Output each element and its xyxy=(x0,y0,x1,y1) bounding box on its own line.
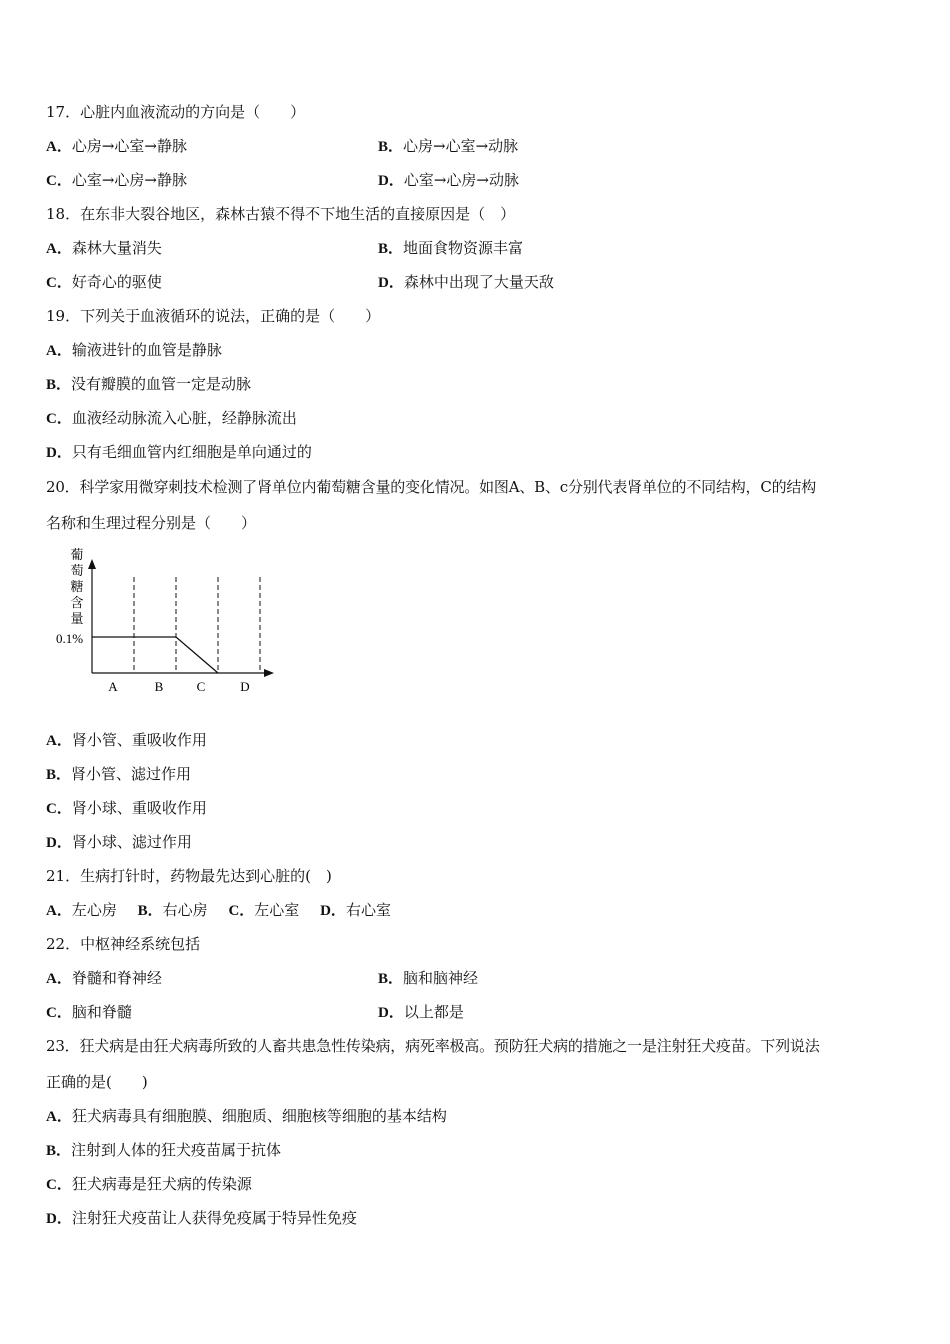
option-letter: A． xyxy=(46,903,72,919)
option-letter: D． xyxy=(378,173,404,189)
q17-option-c xyxy=(46,170,187,191)
option-text: 左心房 xyxy=(71,901,117,919)
option-letter: D． xyxy=(320,903,346,919)
option-letter: C． xyxy=(46,275,72,291)
option-text: 注射狂犬疫苗让人获得免疫属于特异性免疫 xyxy=(71,1209,357,1227)
glucose-series-line xyxy=(92,637,218,673)
option-letter: A． xyxy=(46,343,72,359)
option-text: 注射到人体的狂犬疫苗属于抗体 xyxy=(71,1141,282,1159)
question-23-stem-line1: 23．狂犬病是由狂犬病毒所致的人畜共患急性传染病，病死率极高。预防狂犬病的措施之一是注射狂犬疫苗。下列说法 xyxy=(46,1037,820,1055)
option-letter: C． xyxy=(46,411,72,427)
option-text: 脑和脑神经 xyxy=(403,969,479,987)
option-text: 肾小管、滤过作用 xyxy=(71,765,192,783)
glucose-chart xyxy=(46,545,286,695)
option-text: 心房→心室→动脉 xyxy=(403,137,519,155)
q20-option-d xyxy=(46,832,192,853)
option-text: 左心室 xyxy=(254,901,300,919)
option-letter: C． xyxy=(46,1005,72,1021)
q21-option-a xyxy=(46,901,117,919)
option-letter: A． xyxy=(46,139,72,155)
y-tick-label: 0.1% xyxy=(56,631,84,646)
option-text: 好奇心的驱使 xyxy=(71,273,162,291)
question-22-stem: 22．中枢神经系统包括 xyxy=(46,935,201,953)
option-text: 心室→心房→动脉 xyxy=(403,171,519,189)
ylabel-char: 含 xyxy=(70,595,84,610)
x-tick-label: D xyxy=(240,679,250,694)
q22-option-c xyxy=(46,1002,132,1023)
q17-option-a xyxy=(46,136,187,157)
x-tick-label: A xyxy=(108,679,118,694)
q17-option-b xyxy=(378,136,518,157)
ylabel-char: 萄 xyxy=(70,563,84,578)
option-text: 心室→心房→静脉 xyxy=(71,171,187,189)
q23-option-b xyxy=(46,1140,281,1161)
question-20-stem-line2: 名称和生理过程分别是（ ） xyxy=(46,514,257,532)
option-text: 森林中出现了大量天敌 xyxy=(403,273,554,291)
q20-option-b xyxy=(46,764,191,785)
option-text: 地面食物资源丰富 xyxy=(403,239,524,257)
option-letter: D． xyxy=(378,1005,404,1021)
option-letter: B． xyxy=(378,971,404,987)
x-tick-label: B xyxy=(154,679,164,694)
option-letter: B． xyxy=(46,377,72,393)
q17-option-d xyxy=(378,170,519,191)
option-text: 心房→心室→静脉 xyxy=(71,137,187,155)
q21-options-row xyxy=(46,900,407,921)
q19-option-b xyxy=(46,374,251,395)
question-20-stem-line1: 20．科学家用微穿刺技术检测了肾单位内葡萄糖含量的变化情况。如图A、B、c分别代表肾单位的不同结构，C的结构 xyxy=(46,478,817,496)
option-letter: C． xyxy=(228,903,255,919)
option-letter: B． xyxy=(46,1143,72,1159)
q23-option-d xyxy=(46,1208,357,1229)
x-tick-label: C xyxy=(196,679,206,694)
question-21-stem: 21．生病打针时，药物最先达到心脏的( ) xyxy=(46,867,332,885)
ylabel-char: 糖 xyxy=(70,579,84,594)
ylabel-char: 量 xyxy=(70,611,84,626)
q21-option-b xyxy=(138,901,208,919)
option-text: 脑和脊髓 xyxy=(71,1003,132,1021)
q18-option-d xyxy=(378,272,554,293)
q21-option-c xyxy=(228,901,299,919)
option-letter: B． xyxy=(137,903,163,919)
option-letter: C． xyxy=(46,173,72,189)
question-19-stem: 19．下列关于血液循环的说法，正确的是（ ） xyxy=(46,307,381,325)
q18-option-b xyxy=(378,238,523,259)
option-text: 以上都是 xyxy=(403,1003,464,1021)
q21-option-d xyxy=(320,901,391,919)
option-text: 肾小管、重吸收作用 xyxy=(71,731,207,749)
q19-option-c xyxy=(46,408,297,429)
option-letter: D． xyxy=(46,1211,72,1227)
option-text: 肾小球、滤过作用 xyxy=(71,833,192,851)
option-text: 狂犬病毒是狂犬病的传染源 xyxy=(71,1175,252,1193)
option-letter: D． xyxy=(378,275,404,291)
ylabel-char: 葡 xyxy=(70,547,84,562)
option-letter: A． xyxy=(46,241,72,257)
question-17-stem: 17．心脏内血液流动的方向是（ ） xyxy=(46,103,306,121)
q23-option-a xyxy=(46,1106,447,1127)
option-letter: C． xyxy=(46,801,72,817)
q19-option-a xyxy=(46,340,222,361)
y-axis-arrow xyxy=(88,559,96,569)
option-letter: A． xyxy=(46,1109,72,1125)
option-text: 森林大量消失 xyxy=(71,239,162,257)
option-text: 肾小球、重吸收作用 xyxy=(71,799,207,817)
option-letter: C． xyxy=(46,1177,72,1193)
q20-option-c xyxy=(46,798,207,819)
option-letter: B． xyxy=(378,241,404,257)
option-text: 血液经动脉流入心脏，经静脉流出 xyxy=(71,409,297,427)
option-letter: B． xyxy=(46,767,72,783)
q18-option-c xyxy=(46,272,162,293)
option-letter: A． xyxy=(46,733,72,749)
q22-option-a xyxy=(46,968,162,989)
option-letter: B． xyxy=(378,139,404,155)
option-letter: A． xyxy=(46,971,72,987)
x-axis-arrow xyxy=(264,669,274,677)
option-text: 脊髓和脊神经 xyxy=(71,969,162,987)
q22-option-d xyxy=(378,1002,464,1023)
option-text: 狂犬病毒具有细胞膜、细胞质、细胞核等细胞的基本结构 xyxy=(71,1107,447,1125)
option-text: 右心房 xyxy=(162,901,208,919)
question-23-stem-line2: 正确的是( ) xyxy=(46,1073,148,1091)
q23-option-c xyxy=(46,1174,252,1195)
option-text: 输液进针的血管是静脉 xyxy=(71,341,222,359)
option-letter: D． xyxy=(46,445,72,461)
option-text: 没有瓣膜的血管一定是动脉 xyxy=(71,375,252,393)
q22-option-b xyxy=(378,968,478,989)
q20-option-a xyxy=(46,730,207,751)
question-18-stem: 18．在东非大裂谷地区，森林古猿不得不下地生活的直接原因是（ ） xyxy=(46,205,516,223)
q19-option-d xyxy=(46,442,312,463)
q18-option-a xyxy=(46,238,162,259)
option-letter: D． xyxy=(46,835,72,851)
option-text: 右心室 xyxy=(345,901,391,919)
option-text: 只有毛细血管内红细胞是单向通过的 xyxy=(71,443,312,461)
